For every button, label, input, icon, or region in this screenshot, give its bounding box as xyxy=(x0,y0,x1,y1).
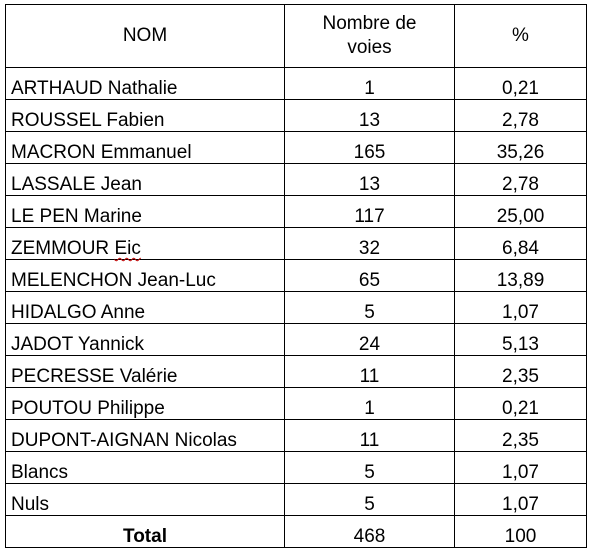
candidate-name-text: ZEMMOUR xyxy=(11,238,115,260)
header-votes-line2: voies xyxy=(347,37,392,58)
table-row xyxy=(6,420,587,452)
candidate-name-flagged-word: Eic xyxy=(114,238,141,260)
vote-count: 24 xyxy=(285,324,455,356)
vote-count: 65 xyxy=(285,260,455,292)
vote-percent: 5,13 xyxy=(455,324,587,356)
table-row xyxy=(6,292,587,324)
results-table xyxy=(5,4,587,548)
vote-percent: 35,26 xyxy=(455,132,587,164)
candidate-name-text: LASSALE Jean xyxy=(11,174,142,196)
candidate-name-text: PECRESSE Valérie xyxy=(11,366,178,388)
total-votes: 468 xyxy=(285,516,455,548)
candidate-name-text: ARTHAUD Nathalie xyxy=(11,78,178,100)
vote-count: 5 xyxy=(285,484,455,516)
vote-count: 13 xyxy=(285,100,455,132)
vote-count: 5 xyxy=(285,292,455,324)
vote-percent: 6,84 xyxy=(455,228,587,260)
vote-count: 11 xyxy=(285,420,455,452)
candidate-name xyxy=(6,132,285,164)
table-row xyxy=(6,68,587,100)
candidate-name-text: MELENCHON Jean-Luc xyxy=(11,270,216,292)
candidate-name xyxy=(6,292,285,324)
vote-percent: 2,78 xyxy=(455,164,587,196)
vote-percent: 1,07 xyxy=(455,484,587,516)
vote-count: 165 xyxy=(285,132,455,164)
table-row xyxy=(6,356,587,388)
vote-count: 13 xyxy=(285,164,455,196)
vote-percent: 13,89 xyxy=(455,260,587,292)
vote-percent: 2,35 xyxy=(455,356,587,388)
vote-count: 117 xyxy=(285,196,455,228)
table-row xyxy=(6,196,587,228)
candidate-name-text: Nuls xyxy=(11,494,50,516)
candidate-name-text: MACRON Emmanuel xyxy=(11,142,192,164)
candidate-name xyxy=(6,484,285,516)
vote-percent: 2,78 xyxy=(455,100,587,132)
candidate-name xyxy=(6,324,285,356)
candidate-name xyxy=(6,100,285,132)
table-row xyxy=(6,260,587,292)
candidate-name-text: LE PEN Marine xyxy=(11,206,142,228)
candidate-name-text: HIDALGO Anne xyxy=(11,302,146,324)
header-row xyxy=(6,5,587,68)
table-row xyxy=(6,100,587,132)
candidate-name xyxy=(6,420,285,452)
table-row xyxy=(6,164,587,196)
vote-percent: 0,21 xyxy=(455,388,587,420)
table-row xyxy=(6,324,587,356)
vote-percent: 0,21 xyxy=(455,68,587,100)
table-row xyxy=(6,484,587,516)
header-votes-line1: Nombre de xyxy=(322,13,417,35)
vote-percent: 25,00 xyxy=(455,196,587,228)
candidate-name xyxy=(6,196,285,228)
total-percent: 100 xyxy=(455,516,587,548)
candidate-name-text: ROUSSEL Fabien xyxy=(11,110,165,132)
candidate-name-text: POUTOU Philippe xyxy=(11,398,165,420)
table-row xyxy=(6,388,587,420)
candidate-name xyxy=(6,356,285,388)
candidate-name-text: DUPONT-AIGNAN Nicolas xyxy=(11,430,237,452)
table-row xyxy=(6,452,587,484)
candidate-name-text: JADOT Yannick xyxy=(11,334,145,356)
vote-percent: 2,35 xyxy=(455,420,587,452)
vote-count: 11 xyxy=(285,356,455,388)
candidate-name xyxy=(6,164,285,196)
vote-count: 1 xyxy=(285,388,455,420)
vote-count: 5 xyxy=(285,452,455,484)
vote-percent: 1,07 xyxy=(455,452,587,484)
total-row xyxy=(6,516,587,548)
candidate-name xyxy=(6,68,285,100)
vote-count: 1 xyxy=(285,68,455,100)
table-body xyxy=(6,68,587,548)
header-votes xyxy=(285,5,455,68)
candidate-name xyxy=(6,388,285,420)
header-name: NOM xyxy=(6,5,285,68)
vote-count: 32 xyxy=(285,228,455,260)
total-label: Total xyxy=(6,516,285,548)
table-row xyxy=(6,228,587,260)
table-row xyxy=(6,132,587,164)
vote-percent: 1,07 xyxy=(455,292,587,324)
candidate-name xyxy=(6,452,285,484)
candidate-name-text: Blancs xyxy=(11,462,69,484)
header-percent: % xyxy=(455,5,587,68)
candidate-name xyxy=(6,228,285,260)
candidate-name xyxy=(6,260,285,292)
